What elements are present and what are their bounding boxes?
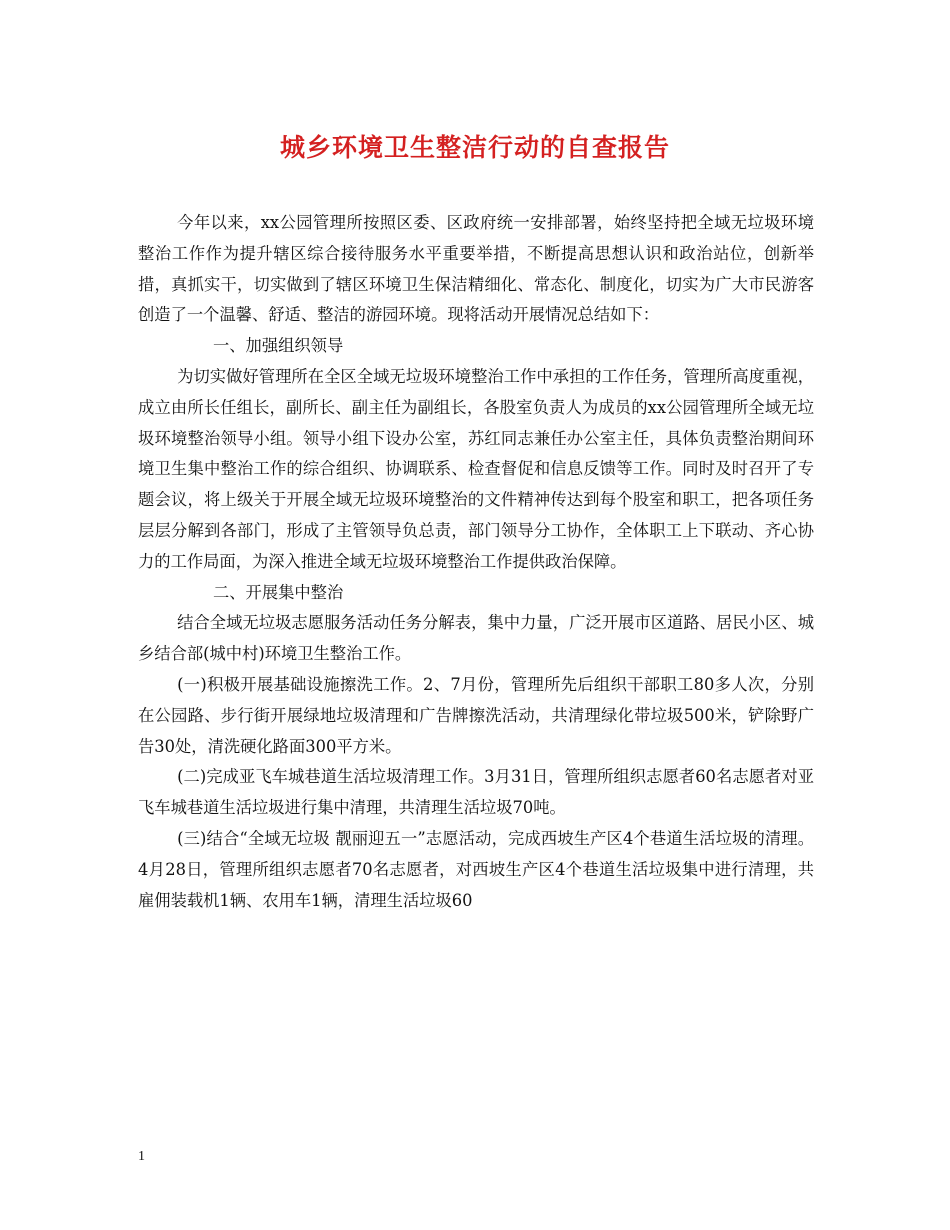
section-heading-2: 二、开展集中整治 xyxy=(212,582,344,602)
paragraph-organization: 为切实做好管理所在全区全域无垃圾环境整治工作中承担的工作任务，管理所高度重视，成立由所长任组长，副所长、副主任为副组长，各股室负责人为成员的xx公园管理所全域无垃圾环境整治领导小组。领导小组下设办公室，苏红同志兼任办公室主任，具体负责整治期间环境卫生集中整治工作的综合组织、协调联系、检查督促和信息反馈等工作。同时及时召开了专题会议，将上级关于开展全域无垃圾环境整治的文件精神传达到每个股室和职工，把各项任务层层分解到各部门，形成了主管领导负总责，部门领导分工协作，全体职工上下联动、齐心协力的工作局面，为深入推进全域无垃圾环境整治工作提供政治保障。 xyxy=(138,366,814,571)
page-number: 1 xyxy=(138,1149,145,1164)
section-heading-1: 一、加强组织领导 xyxy=(212,336,344,356)
document-body xyxy=(138,208,814,916)
paragraph-intro: 今年以来，xx公园管理所按照区委、区政府统一安排部署，始终坚持把全域无垃圾环境整治工作作为提升辖区综合接待服务水平重要举措，不断提高思想认识和政治站位，创新举措，真抓实干，切实做到了辖区环境卫生保洁精细化、常态化、制度化，切实为广大市民游客创造了一个温馨、舒适、整洁的游园环境。现将活动开展情况总结如下： xyxy=(138,213,814,325)
paragraph-item-3: (三)结合“全域无垃圾 靓丽迎五一”志愿活动，完成西坡生产区4个巷道生活垃圾的清理。4月28日，管理所组织志愿者70名志愿者，对西坡生产区4个巷道生活垃圾集中进行清理，共雇佣装载机1辆、农用车1辆，清理生活垃圾60 xyxy=(138,828,814,910)
paragraph-rectification: 结合全域无垃圾志愿服务活动任务分解表，集中力量，广泛开展市区道路、居民小区、城乡结合部(城中村)环境卫生整治工作。 xyxy=(138,613,814,664)
document-title: 城乡环境卫生整洁行动的自查报告 xyxy=(279,133,670,162)
paragraph-item-2: (二)完成亚飞车城巷道生活垃圾清理工作。3月31日，管理所组织志愿者60名志愿者对亚飞车城巷道生活垃圾进行集中清理，共清理生活垃圾70吨。 xyxy=(138,767,814,818)
paragraph-item-1: (一)积极开展基础设施擦洗工作。2、7月份，管理所先后组织干部职工80多人次，分别在公园路、步行街开展绿地垃圾清理和广告牌擦洗活动，共清理绿化带垃圾500米，铲除野广告30处，清洗硬化路面300平方米。 xyxy=(138,674,814,756)
